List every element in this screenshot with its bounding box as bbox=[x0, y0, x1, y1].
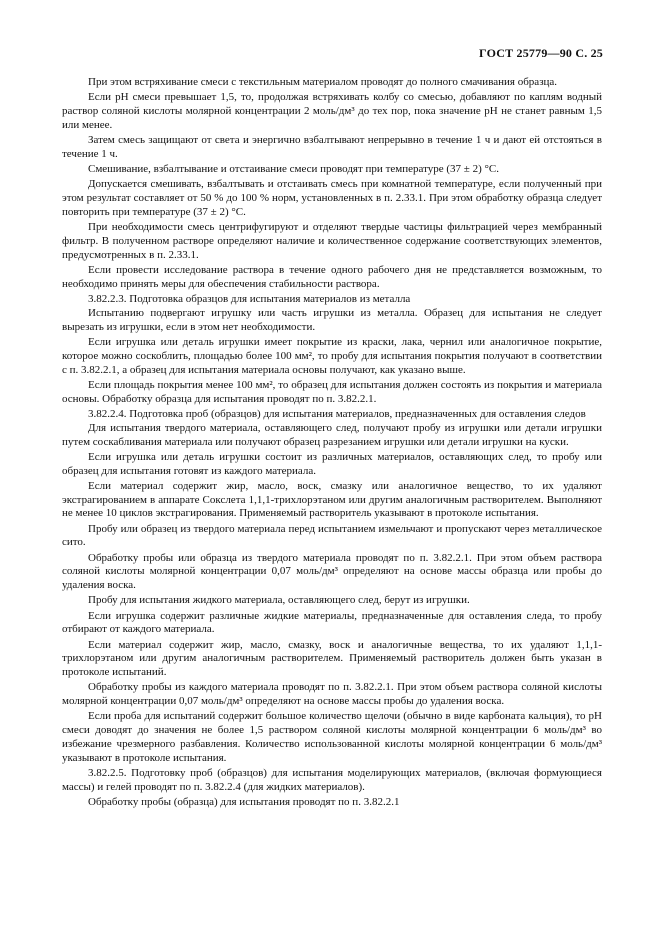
paragraph: Обработку пробы (образца) для испытания проводят по п. 3.82.2.1 bbox=[88, 796, 400, 809]
paragraph: Смешивание, взбалтывание и отстаивание смеси проводят при температуре (37 ± 2) °С. bbox=[88, 163, 499, 175]
paragraph: Затем смесь защищают от света и энергично взбалтывают непрерывно в течение 1 ч и дают ей отстояться в течение 1 ч. bbox=[62, 134, 602, 160]
paragraph: Пробу для испытания жидкого материала, оставляющего след, берут из игрушки. bbox=[88, 594, 470, 607]
paragraph: Если материал содержит жир, масло, воск, смазку или аналогичное вещество, то их удаляют экстрагированием в аппарате Сокслета 1,1,1-трихлорэтаном или другим аналогичным растворителем. Выполняют не менее 10 циклов экстрагирования. Применяемый растворитель указывают в протоколе испытания. bbox=[62, 479, 602, 520]
page-header: ГОСТ 25779—90 С. 25 bbox=[479, 46, 603, 60]
paragraph: При этом встряхивание смеси с текстильным материалом проводят до полного смачивания образца. bbox=[88, 76, 558, 88]
paragraph: Если игрушка содержит различные жидкие материалы, предназначенные для оставления следа, то пробу отбирают от каждого материала. bbox=[62, 609, 602, 636]
document-body bbox=[62, 76, 602, 811]
paragraph: Если проба для испытаний содержит большое количество щелочи (обычно в виде карбоната кальция), то pH смеси доводят до значения не более 1,5 раствором соляной кислоты молярной концентрации 6 моль/дм³ во избежание чрезмерного разбавления. Количество использованной кислоты молярной концентрации 6 моль/дм³ указывают в протоколе испытания. bbox=[62, 710, 602, 765]
paragraph: Испытанию подвергают игрушку или часть игрушки из металла. Образец для испытания не следует вырезать из игрушки, если в этом нет необходимости. bbox=[62, 306, 602, 333]
paragraph: Допускается смешивать, взбалтывать и отстаивать смесь при комнатной температуре, если полученный при этом результат составляет от 50 % до 100 % норм, установленных в п. 2.33.1. При этом обработку образца следует повторить при температуре (37 ± 2) °С. bbox=[62, 178, 602, 218]
paragraph: Если материал содержит жир, масло, смазку, воск и аналогичные вещества, то их удаляют 1,1,1-трихлорэтаном или другим аналогичным растворителем. Применяемый растворитель должен быть указан в протоколе испытаний. bbox=[62, 638, 602, 679]
section-heading: 3.82.2.5. Подготовку проб (образцов) для испытания моделирующих материалов, (включая формующиеся массы) и гелей проводят по п. 3.82.2.4 (для жидких материалов). bbox=[62, 767, 602, 794]
section-heading: 3.82.2.4. Подготовка проб (образцов) для испытания материалов, предназначенных для оставления следов bbox=[88, 407, 586, 420]
paragraph: Если игрушка или деталь игрушки состоит из различных материалов, оставляющих след, то пробу или образец для испытания готовят из каждого материала. bbox=[62, 450, 602, 477]
paragraph: Обработку пробы или образца из твердого материала проводят по п. 3.82.2.1. При этом объем раствора соляной кислоты молярной концентрации 0,07 моль/дм³ определяют на основе массы образца или пробы до удаления воска. bbox=[62, 551, 602, 592]
paragraph: Если провести исследование раствора в течение одного рабочего дня не представляется возможным, то необходимо принять меры для обеспечения стабильности раствора. bbox=[62, 263, 602, 290]
paragraph: Пробу или образец из твердого материала перед испытанием измельчают и пропускают через металлическое сито. bbox=[62, 522, 602, 549]
paragraph: Если игрушка или деталь игрушки имеет покрытие из краски, лака, чернил или аналогичное покрытие, которое можно соскоблить, площадью более 100 мм², то пробу для испытания покрытия получают в соответствии с п. 3.82.2.1, а образец для испытания материала основы получают, как указано выше. bbox=[62, 335, 602, 376]
paragraph: Обработку пробы из каждого материала проводят по п. 3.82.2.1. При этом объем раствора соляной кислоты молярной концентрации 0,07 моль/дм³ определяют на основе массы пробы до удаления воска. bbox=[62, 681, 602, 708]
paragraph: При необходимости смесь центрифугируют и отделяют твердые частицы фильтрацией через мембранный фильтр. В полученном растворе определяют наличие и количественное содержание соответствующих элементов, предусмотренных в п. 2.33.1. bbox=[62, 221, 602, 261]
section-heading: 3.82.2.3. Подготовка образцов для испытания материалов из металла bbox=[88, 292, 411, 305]
paragraph: Для испытания твердого материала, оставляющего след, получают пробу из игрушки или детали игрушки путем соскабливания материала или получают образец разрезанием игрушки или детали игрушки на куски. bbox=[62, 421, 602, 448]
paragraph: Если площадь покрытия менее 100 мм², то образец для испытания должен состоять из покрытия и материала основы. Обработку образца для испытания проводят по п. 3.82.2.1. bbox=[62, 378, 602, 405]
paragraph: Если pH смеси превышает 1,5, то, продолжая встряхивать колбу со смесью, добавляют по каплям водный раствор соляной кислоты молярной концентрации 2 моль/дм³ до тех пор, пока значение pH не станет равным 1,5 или менее. bbox=[62, 91, 602, 131]
